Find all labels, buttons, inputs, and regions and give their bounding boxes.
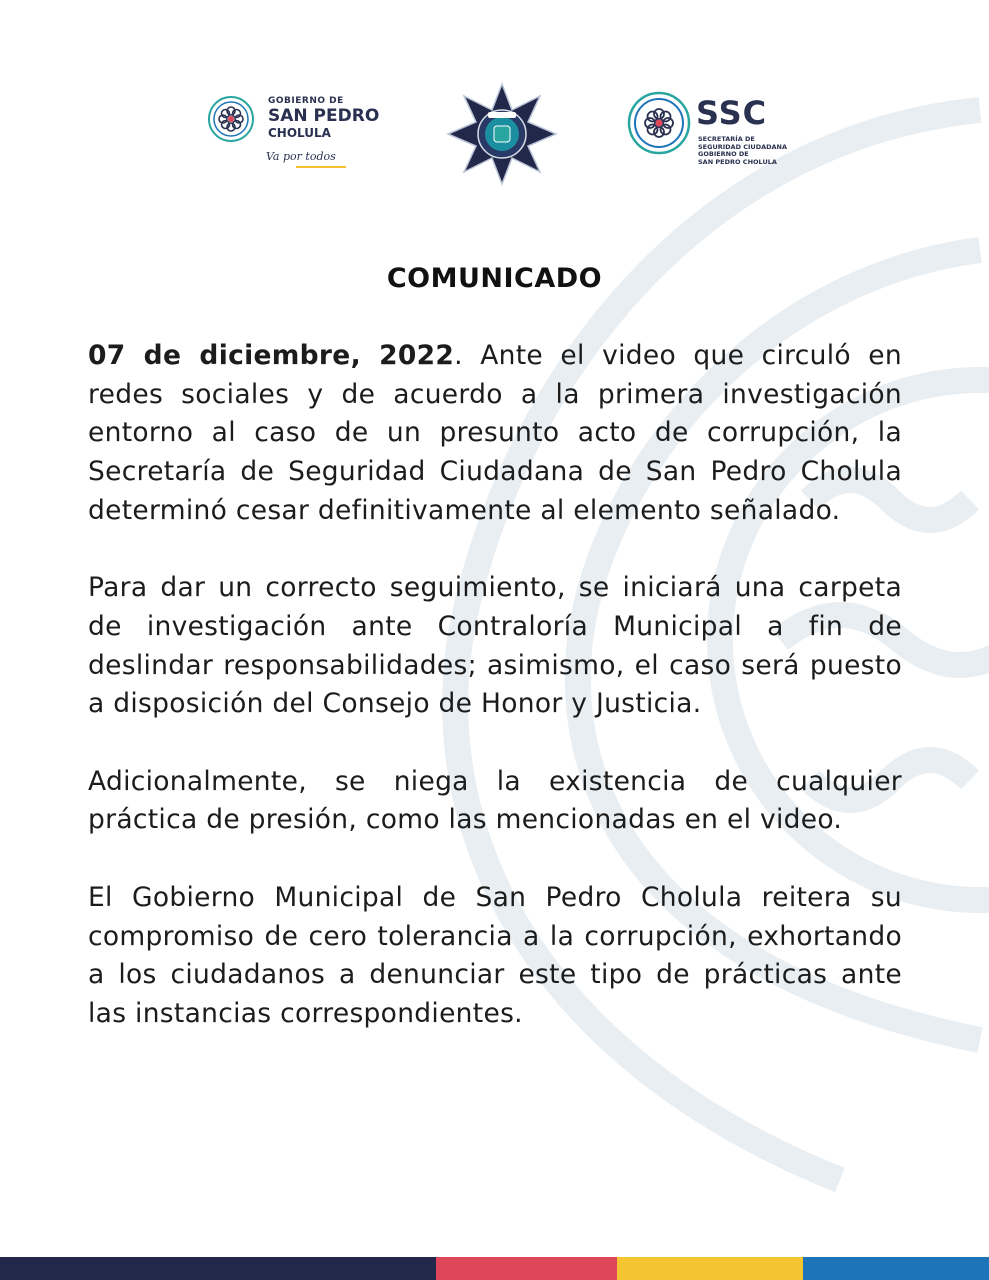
footer-navy-segment [0,1257,436,1280]
paragraph-1-text: . Ante el video que circuló en redes sociales y de acuerdo a la primera investigación entorno al caso de un presunto acto de corrupción, la Secretaría de Seguridad Ciudadana de San Pedro Cholula determinó cesar definitivamente al elemento señalado. [88,340,902,526]
document-title: COMUNICADO [386,263,603,294]
gobierno-line2: SAN PEDRO [268,106,380,126]
ssc-subtitle [698,136,787,166]
gobierno-logo [206,90,396,170]
header-logos [0,82,989,192]
ssc-title: SSC [696,94,768,132]
flower-emblem-icon [206,94,256,144]
gobierno-line1: GOBIERNO DE [268,96,344,106]
paragraph-1 [88,337,902,531]
paragraph-2: Para dar un correcto seguimiento, se iniciará una carpeta de investigación ante Contraloría Municipal a fin de deslindar responsabilidades; asimismo, el caso será puesto a disposición del Consejo de Honor y Justicia. [88,572,902,720]
ssc-sub2: SEGURIDAD CIUDADANA [698,142,788,151]
footer-blue-segment [803,1257,989,1280]
ssc-emblem-icon [626,90,692,156]
gobierno-line3: CHOLULA [268,126,331,140]
document-body [88,337,902,1072]
footer-red-segment [436,1257,617,1280]
footer-color-bar [0,1257,989,1280]
slogan-underline [296,166,346,168]
ssc-logo [626,90,796,170]
ssc-sub3: GOBIERNO DE [698,150,749,158]
paragraph-4: El Gobierno Municipal de San Pedro Cholula reitera su compromiso de cero tolerancia a la corrupción, exhortando a los ciudadanos a denunciar este tipo de prácticas ante las instancias correspondientes. [88,881,902,1029]
ssc-sub1: SECRETARÍA DE [698,135,755,143]
paragraph-3: Adicionalmente, se niega la existencia de cualquier práctica de presión, como las mencionadas en el video. [88,765,902,836]
slogan: Va por todos [266,150,336,163]
police-star-icon [444,82,560,186]
document-date: 07 de diciembre, 2022 [88,340,455,371]
ssc-sub4: SAN PEDRO CHOLULA [698,157,777,166]
footer-yellow-segment [617,1257,803,1280]
